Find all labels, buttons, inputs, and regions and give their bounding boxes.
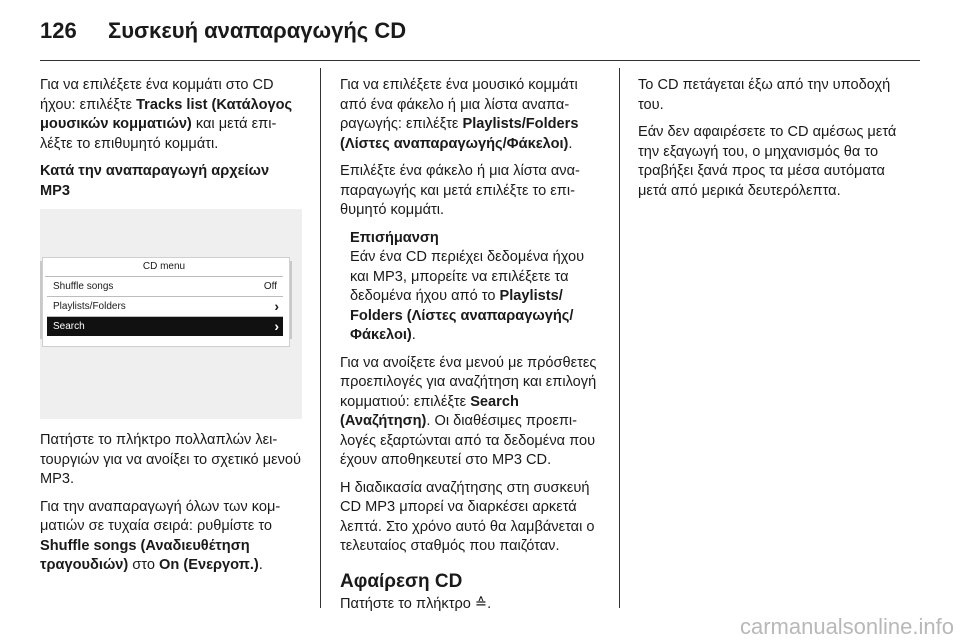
- text: Για να επιλέξετε ένα κομμάτι στο CD ήχου: επιλέξτε: [40, 77, 274, 113]
- bold-text: Tracks list (Κατάλογος μουσικών κομματιών): [40, 96, 293, 132]
- note-text: [350, 248, 602, 346]
- screen-title: CD menu: [45, 258, 283, 277]
- paragraph: Εάν δεν αφαιρέσετε το CD αμέσως μετά την εξαγωγή του, ο μηχανισμός θα το τραβήξει ξανά προς τα μέσα αυτόματα μετά από μερικά δευτερόλεπτα.: [638, 124, 897, 199]
- paragraph: [340, 76, 602, 154]
- column-divider-2: [619, 68, 620, 608]
- bold-text: Playlists/Folders (Λίστες αναπαραγωγής/Φάκελοι): [340, 116, 579, 152]
- chevron-right-icon: ›: [274, 298, 279, 314]
- page-header: [40, 18, 406, 50]
- bold-text: On (Ενεργοπ.): [159, 557, 259, 573]
- text: Για να επιλέξετε ένα μουσικό κομμάτι από ένα φάκελο ή μια λίστα αναπαραγωγής: επιλέξτε: [340, 77, 578, 132]
- paragraph: Πατήστε το πλήκτρο πολλαπλών λειτουργιών για να ανοίξει το σχετικό μενού MP3.: [40, 432, 301, 487]
- chevron-right-icon: ›: [274, 318, 279, 334]
- text: και μετά επιλέξτε το επιθυμητό κομμάτι.: [40, 116, 277, 152]
- text: .: [411, 327, 416, 343]
- watermark: carmanualsonline.info: [739, 614, 954, 639]
- paragraph: [40, 76, 302, 154]
- cd-menu-illustration: [40, 209, 302, 419]
- note-title: Επισήμανση: [350, 229, 439, 246]
- page-title: Συσκευή αναπαραγωγής CD: [108, 18, 407, 43]
- text: .: [258, 557, 263, 573]
- menu-item-shuffle: [47, 277, 283, 297]
- text: Για την αναπαραγωγή όλων των κομματιών σε τυχαία σειρά: ρυθμίστε το: [40, 498, 281, 534]
- section-heading: Αφαίρεση CD: [340, 570, 463, 592]
- paragraph: Πατήστε το πλήκτρο ≙.: [340, 595, 492, 612]
- text: .: [568, 135, 573, 152]
- menu-item-label: Playlists/Folders: [53, 301, 126, 312]
- paragraph: [40, 498, 302, 576]
- paragraph: Επιλέξτε ένα φάκελο ή μια λίστα αναπαραγωγής και μετά επιλέξτε το επιθυμητό κομμάτι.: [340, 163, 580, 218]
- bold-text: Shuffle songs (Αναδιευθέτηση τραγουδιών): [40, 537, 250, 573]
- paragraph: Το CD πετάγεται έξω από την υποδοχή του.: [638, 77, 891, 113]
- menu-item-playlists: [47, 297, 283, 317]
- text: . Οι διαθέσιμες προεπιλογές εξαρτώνται από τα δεδομένα που έχουν αποθηκευτεί στο MP3 CD.: [340, 413, 596, 468]
- column-3: [638, 76, 900, 209]
- bold-text: Playlists/ Folders (Λίστες αναπαραγωγής/ Φάκελοι): [350, 288, 574, 343]
- column-1: [40, 76, 302, 584]
- bold-text: Search (Αναζήτηση): [340, 393, 519, 429]
- note-box: [350, 229, 602, 346]
- menu-item-value: Off: [263, 281, 277, 292]
- text: στο: [128, 557, 160, 573]
- display-screen: [42, 257, 290, 347]
- header-rule: [40, 60, 920, 61]
- text: Εάν ένα CD περιέχει δεδομένα ήχου και MP3, μπορείτε να επιλέξετε τα δεδομένα ήχου από το: [350, 249, 585, 304]
- bezel-right: [290, 261, 292, 339]
- menu-item-search: [47, 317, 283, 336]
- column-2: [340, 76, 602, 622]
- column-divider-1: [320, 68, 321, 608]
- menu-item-label: Shuffle songs: [53, 281, 114, 292]
- page-number: 126: [40, 18, 77, 43]
- menu-item-label: Search: [53, 321, 85, 332]
- text: Για να ανοίξετε ένα μενού με πρόσθετες προεπιλογές για αναζήτηση και επιλογή κομματιού: επιλέξτε: [340, 354, 597, 410]
- subheading: Κατά την αναπαραγωγή αρχείων MP3: [40, 163, 270, 199]
- paragraph: Η διαδικασία αναζήτησης στη συσκευή CD MP3 μπορεί να διαρκέσει αρκετά λεπτά. Στο χρόνο αυτό θα λαμβάνεται ο τελευταίος σταθμός που παιζόταν.: [340, 479, 595, 554]
- paragraph: [340, 354, 602, 471]
